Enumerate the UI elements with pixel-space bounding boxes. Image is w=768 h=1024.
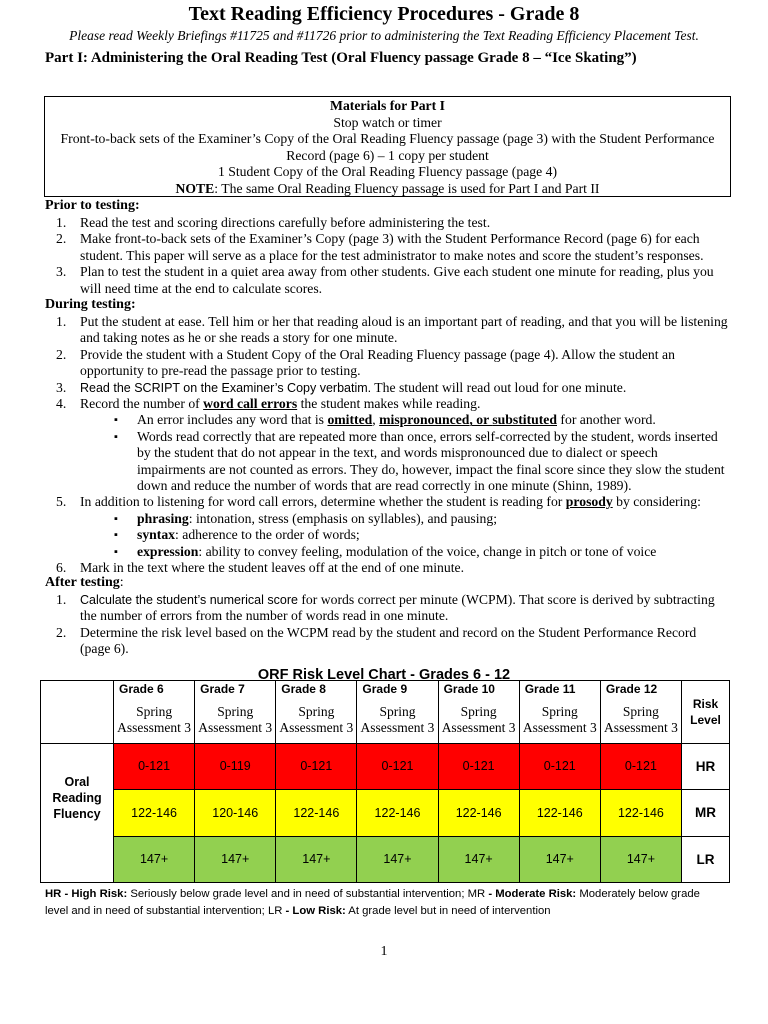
table-row-high-risk — [41, 743, 730, 789]
item-text: Record the number of — [80, 396, 204, 412]
item-number: 5. — [56, 494, 67, 510]
lr-cell: 147+ — [276, 836, 357, 883]
lr-cell: 147+ — [357, 836, 438, 883]
note-text: : The same Oral Reading Fluency passage is used for Part I and Part II — [214, 180, 600, 196]
list-item — [56, 560, 728, 576]
assessment-cell: Spring Assessment 3 — [276, 698, 357, 743]
section-heading-during: During testing: — [45, 297, 136, 312]
list-item — [56, 347, 728, 380]
bullet-text: for another word. — [557, 412, 656, 428]
bullet-item: ▪ Words read correctly that are repeated more than once, errors self-corrected by the student, words inserted by the student that do not appear in the text, and words mispronounced due to dialect or speech impairments are not counted as errors. They do, however, impact the final score since they slow the student down and reduce the number of words that are read correctly in one minute (Shinn, 1989). — [114, 429, 728, 495]
legend-text: Seriously below grade level and in need of substantial intervention; MR — [127, 888, 489, 900]
section-heading-colon: : — [119, 575, 124, 590]
item-text: In addition to listening for word call errors, determine whether the student is reading for — [80, 494, 566, 510]
bullet-item — [114, 412, 728, 428]
bullet-item — [114, 544, 728, 560]
list-item — [56, 625, 728, 658]
grade-header: Grade 11 — [519, 681, 600, 698]
emphasis-text: prosody — [565, 494, 613, 510]
mr-cell: 122-146 — [357, 790, 438, 836]
grade-header: Grade 10 — [438, 681, 519, 698]
item-text-calc: Calculate the student’s numerical score — [80, 593, 298, 607]
risk-level-lr: LR — [682, 836, 730, 883]
oral-reading-fluency-label: Oral Reading Fluency — [41, 743, 114, 882]
during-steps-list — [56, 314, 728, 577]
section-heading-text: After testing — [45, 575, 120, 590]
lr-cell: 147+ — [195, 836, 276, 883]
list-item — [56, 380, 728, 396]
hr-cell: 0-119 — [195, 743, 276, 789]
section-heading-after — [45, 575, 124, 591]
table-row-moderate-risk — [41, 790, 730, 836]
lr-cell: 147+ — [438, 836, 519, 883]
grade-header: Grade 8 — [276, 681, 357, 698]
item-text: Mark in the text where the student leaves off at the end of one minute. — [80, 560, 465, 576]
materials-note — [45, 181, 730, 198]
legend-label: - Low Risk: — [285, 905, 346, 917]
risk-chart-title: ORF Risk Level Chart - Grades 6 - 12 — [257, 667, 511, 683]
item-text: Provide the student with a Student Copy of the Oral Reading Fluency passage (page 4). Allow the student an opportunity to pre-read the passage prior to testing. — [80, 346, 675, 379]
risk-level-hr: HR — [682, 743, 730, 789]
table-row — [41, 681, 730, 698]
item-number: 6. — [56, 560, 67, 576]
risk-level-header: Risk Level — [682, 681, 730, 744]
assessment-cell: Spring Assessment 3 — [519, 698, 600, 743]
legend-text: Moderately below grade level and in need of substantial intervention; LR — [45, 888, 700, 917]
list-item — [56, 592, 728, 625]
materials-line: Stop watch or timer — [333, 114, 442, 130]
item-number: 3. — [56, 379, 67, 395]
item-number: 1. — [56, 314, 67, 329]
materials-line-part: Record (page 6) – 1 copy per student — [286, 147, 489, 163]
bullet-item — [114, 527, 728, 543]
bullet-item — [114, 511, 728, 527]
bullet-text: , — [372, 412, 380, 428]
page-number: 1 — [380, 944, 388, 959]
assessment-cell: Spring Assessment 3 — [438, 698, 519, 743]
table-row — [41, 698, 730, 743]
materials-line-part: Front-to-back sets of the Examiner’s Copy of the Oral Reading Fluency passage (page 3) with the Student Performance — [60, 131, 715, 146]
hr-cell: 0-121 — [357, 743, 438, 789]
legend-text: At grade level but in need of intervention — [345, 905, 551, 917]
legend-label: HR - High Risk: — [45, 888, 128, 900]
item-text: for words correct per minute (WCPM). That score is derived by subtracting the number of errors from the number of words read in one minute. — [80, 592, 715, 624]
bullet-term: expression — [137, 543, 199, 559]
section-heading-prior: Prior to testing: — [45, 198, 140, 213]
item-number: 4. — [56, 396, 67, 412]
item-number: 3. — [56, 264, 67, 280]
part-heading: Part I: Administering the Oral Reading Test (Oral Fluency passage Grade 8 – “Ice Skating”) — [45, 50, 637, 66]
mr-cell: 122-146 — [438, 790, 519, 836]
hr-cell: 0-121 — [276, 743, 357, 789]
item-text: Put the student at ease. Tell him or her that reading aloud is an important part of reading, and that you will be listening and taking notes as he or she reads a story for one minute. — [80, 314, 728, 346]
table-row-low-risk — [41, 836, 730, 883]
grade-header: Grade 6 — [114, 681, 195, 698]
assessment-cell: Spring Assessment 3 — [357, 698, 438, 743]
mr-cell: 122-146 — [519, 790, 600, 836]
bullet-term: phrasing — [137, 510, 189, 526]
hr-cell: 0-121 — [519, 743, 600, 789]
mr-cell: 122-146 — [114, 790, 195, 836]
grade-header: Grade 7 — [195, 681, 276, 698]
assessment-cell: Spring Assessment 3 — [600, 698, 681, 743]
item-text: Read the test and scoring directions carefully before administering the test. — [80, 215, 491, 230]
assessment-cell: Spring Assessment 3 — [195, 698, 276, 743]
mr-cell: 122-146 — [276, 790, 357, 836]
emphasis-text: word call errors — [203, 396, 298, 412]
item-number: 1. — [56, 215, 67, 230]
prior-steps-list — [56, 215, 728, 297]
error-bullets — [114, 412, 728, 494]
prosody-bullets — [114, 511, 728, 560]
bullet-text: : adherence to the order of words; — [175, 527, 360, 543]
list-item — [56, 494, 728, 560]
item-text: Determine the risk level based on the WCPM read by the student and record on the Student Performance Record (page 6). — [80, 624, 697, 657]
assessment-cell: Spring Assessment 3 — [114, 698, 195, 743]
mr-cell: 122-146 — [600, 790, 681, 836]
grade-header: Grade 12 — [600, 681, 681, 698]
item-text: Make front-to-back sets of the Examiner’s Copy (page 3) with the Student Performance Record (page 6) for each student. This paper will serve as a place for the test administrator to make notes and score the student’s responses. — [80, 231, 704, 263]
materials-box — [44, 96, 731, 197]
item-text: the student makes while reading. — [297, 396, 481, 412]
note-label: NOTE — [175, 180, 215, 196]
emphasis-text: omitted — [327, 412, 373, 428]
page-subtitle: Please read Weekly Briefings #11725 and #11726 prior to administering the Text Reading Efficiency Placement Test. — [69, 28, 699, 43]
materials-line — [45, 131, 730, 164]
list-item — [56, 264, 728, 297]
list-item — [56, 396, 728, 494]
emphasis-text: , or — [469, 412, 493, 428]
risk-legend — [45, 886, 725, 920]
mr-cell: 120-146 — [195, 790, 276, 836]
hr-cell: 0-121 — [438, 743, 519, 789]
item-number: 1. — [56, 592, 67, 607]
list-item — [56, 314, 728, 347]
hr-cell: 0-121 — [114, 743, 195, 789]
item-text: by considering: — [612, 494, 701, 510]
bullet-text: : ability to convey feeling, modulation of the voice, change in pitch or tone of voice — [198, 543, 657, 559]
empty-corner-cell — [41, 681, 114, 744]
risk-level-table — [40, 680, 730, 883]
bullet-text: An error includes any word that is — [137, 412, 328, 428]
materials-line: 1 Student Copy of the Oral Reading Fluency passage (page 4) — [217, 164, 558, 179]
hr-cell: 0-121 — [600, 743, 681, 789]
list-item — [56, 231, 728, 264]
emphasis-text: mispronounced — [379, 412, 470, 428]
bullet-text: : intonation, stress (emphasis on syllables), and pausing; — [188, 510, 498, 526]
item-text: Plan to test the student in a quiet area away from other students. Give each student one minute for reading, plus you will need time at the end to calculate scores. — [80, 264, 714, 296]
materials-heading: Materials for Part I — [330, 98, 445, 113]
item-number: 2. — [56, 346, 67, 362]
risk-level-mr: MR — [682, 790, 730, 836]
lr-cell: 147+ — [600, 836, 681, 883]
lr-cell: 147+ — [114, 836, 195, 883]
legend-label: - Moderate Risk: — [488, 888, 577, 900]
bullet-term: syntax — [137, 527, 176, 543]
item-text: The student will read out loud for one minute. — [371, 379, 627, 395]
grade-header: Grade 9 — [357, 681, 438, 698]
after-steps-list — [56, 592, 728, 658]
item-text-script: Read the SCRIPT on the Examiner’s Copy verbatim. — [80, 380, 372, 395]
emphasis-text: substituted — [492, 412, 557, 428]
item-number: 2. — [56, 624, 67, 640]
lr-cell: 147+ — [519, 836, 600, 883]
list-item — [56, 215, 728, 231]
page-title: Text Reading Efficiency Procedures - Grade 8 — [188, 3, 580, 25]
item-number: 2. — [56, 231, 67, 247]
